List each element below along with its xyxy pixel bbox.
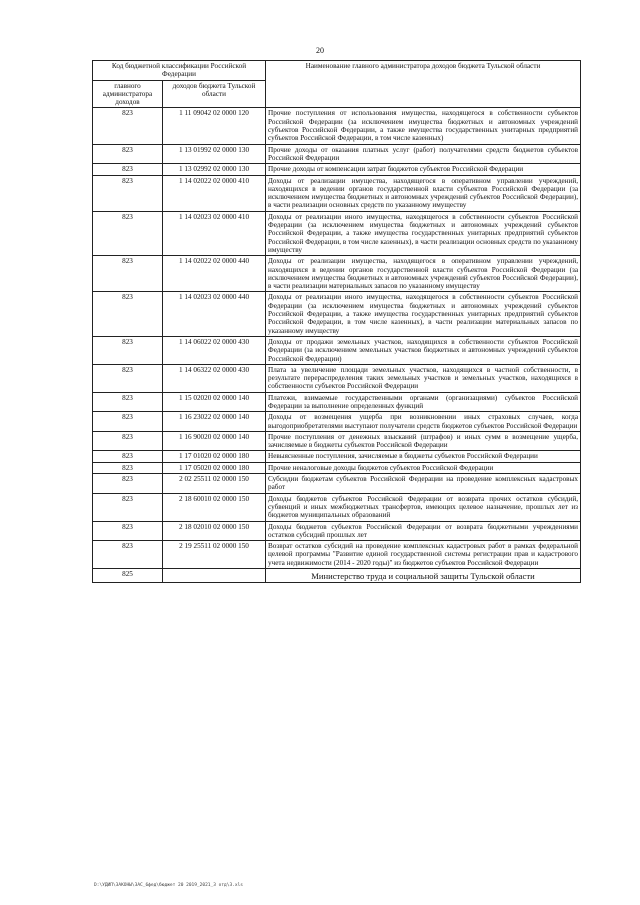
revenue-name-cell: Прочие поступления от использования имущества, находящегося в собственности субъектов Российской Федерации (за исключением имущества бюджетных и автономных учреждений субъектов Российской Федерации, а также имущества государственных унитарных предприятий субъектов Российской Федерации, в том числе казенных) bbox=[266, 108, 581, 144]
admin-code-cell: 823 bbox=[93, 412, 163, 432]
admin-code-cell: 823 bbox=[93, 256, 163, 292]
admin-code-cell: 823 bbox=[93, 521, 163, 541]
revenue-code-cell: 1 15 02020 02 0000 140 bbox=[163, 392, 266, 412]
revenue-name-cell: Невыясненные поступления, зачисляемые в бюджеты субъектов Российской Федерации bbox=[266, 451, 581, 462]
revenue-name-cell: Прочие доходы от оказания платных услуг (работ) получателями средств бюджетов субъектов Российской Федерации bbox=[266, 144, 581, 164]
admin-code-cell: 823 bbox=[93, 392, 163, 412]
revenue-code-cell: 1 13 02992 02 0000 130 bbox=[163, 164, 266, 175]
admin-code-cell: 823 bbox=[93, 474, 163, 494]
header-group-cell: Код бюджетной классификации Российской Федерации bbox=[93, 61, 266, 81]
revenue-name-cell: Плата за увеличение площади земельных участков, находящихся в частной собственности, в результате перераспределения таких земельных участков и земельных участков, находящихся в собственности субъектов Российской Федерации bbox=[266, 364, 581, 392]
admin-code-cell: 823 bbox=[93, 164, 163, 175]
revenue-name-cell: Доходы от реализации имущества, находящегося в оперативном управлении учреждений, находящихся в ведении органов государственной власти субъектов Российской Федерации (за исключением имущества бюджетных и автономных учреждений субъектов Российской Федерации), в части реализации основных средств по указанному имуществу bbox=[266, 175, 581, 211]
header-code-cell: доходов бюджета Тульской области bbox=[163, 80, 266, 108]
table-row bbox=[93, 164, 581, 175]
admin-code-cell: 823 bbox=[93, 175, 163, 211]
table-row bbox=[93, 292, 581, 336]
revenue-code-cell: 1 13 01992 02 0000 130 bbox=[163, 144, 266, 164]
revenue-name-cell: Доходы от реализации имущества, находящегося в оперативном управлении учреждений, находящихся в ведении органов государственной власти субъектов Российской Федерации (за исключением имущества бюджетных и автономных учреждений субъектов Российской Федерации), в части реализации материальных запасов по указанному имуществу bbox=[266, 256, 581, 292]
revenue-code-cell: 2 02 25511 02 0000 150 bbox=[163, 474, 266, 494]
admin-code-cell: 823 bbox=[93, 462, 163, 473]
revenue-name-cell: Прочие неналоговые доходы бюджетов субъектов Российской Федерации bbox=[266, 462, 581, 473]
revenue-name-cell: Платежи, взимаемые государственными органами (организациями) субъектов Российской Федерации за выполнение определенных функций bbox=[266, 392, 581, 412]
revenue-name-cell: Доходы бюджетов субъектов Российской Федерации от возврата бюджетными учреждениями остатков субсидий прошлых лет bbox=[266, 521, 581, 541]
admin-code-cell: 823 bbox=[93, 364, 163, 392]
table-row bbox=[93, 364, 581, 392]
admin-code-cell: 823 bbox=[93, 144, 163, 164]
section-row bbox=[93, 569, 581, 583]
table-row bbox=[93, 144, 581, 164]
revenue-code-cell: 1 17 05020 02 0000 180 bbox=[163, 462, 266, 473]
table-row bbox=[93, 256, 581, 292]
revenue-code-cell: 1 14 02022 02 0000 410 bbox=[163, 175, 266, 211]
revenue-name-cell: Возврат остатков субсидий на проведение комплексных кадастровых работ в рамках федеральной целевой программы "Развитие единой государственной системы регистрации прав и кадастрового учета недвижимости (2014 - 2020 годы)" из бюджетов субъектов Российской Федерации bbox=[266, 541, 581, 569]
table-row bbox=[93, 392, 581, 412]
admin-code-cell: 823 bbox=[93, 541, 163, 569]
revenue-name-cell: Доходы от реализации иного имущества, находящегося в собственности субъектов Российской Федерации (за исключением имущества бюджетных и автономных учреждений субъектов Российской Федерации, а также имущества государственных унитарных предприятий субъектов Российской Федерации, в том числе казенных), в части реализации основных средств по указанному имуществу bbox=[266, 211, 581, 255]
revenue-name-cell: Доходы от продажи земельных участков, находящихся в собственности субъектов Российской Федерации (за исключением земельных участков бюджетных и автономных учреждений субъектов Российской Федерации) bbox=[266, 336, 581, 364]
revenue-name-cell: Доходы от реализации иного имущества, находящегося в собственности субъектов Российской Федерации (за исключением имущества бюджетных и автономных учреждений субъектов Российской Федерации, а также имущества государственных унитарных предприятий субъектов Российской Федерации, в том числе казенных), в части реализации материальных запасов по указанному имуществу bbox=[266, 292, 581, 336]
admin-code-cell: 823 bbox=[93, 108, 163, 144]
revenue-code-cell: 1 14 02023 02 0000 410 bbox=[163, 211, 266, 255]
table-row bbox=[93, 412, 581, 432]
table-body bbox=[93, 108, 581, 583]
revenue-code-cell: 1 14 06022 02 0000 430 bbox=[163, 336, 266, 364]
table-row bbox=[93, 521, 581, 541]
table-row bbox=[93, 336, 581, 364]
admin-code-cell: 825 bbox=[93, 569, 163, 583]
table-row bbox=[93, 175, 581, 211]
section-title-cell: Министерство труда и социальной защиты Тульской области bbox=[266, 569, 581, 583]
admin-code-cell: 823 bbox=[93, 336, 163, 364]
revenue-code-cell: 2 19 25511 02 0000 150 bbox=[163, 541, 266, 569]
revenue-code-cell: 1 11 09042 02 0000 120 bbox=[163, 108, 266, 144]
budget-classification-table bbox=[92, 60, 581, 583]
header-name-cell: Наименование главного администратора доходов бюджета Тульской области bbox=[266, 61, 581, 108]
table-row bbox=[93, 462, 581, 473]
table-row bbox=[93, 474, 581, 494]
header-row-group bbox=[93, 61, 581, 81]
table-row bbox=[93, 541, 581, 569]
revenue-code-cell: 2 18 02010 02 0000 150 bbox=[163, 521, 266, 541]
revenue-name-cell: Доходы от возмещения ущерба при возникновении иных страховых случаев, когда выгодоприобретателями выступают получатели средств бюджетов субъектов Российской Федерации bbox=[266, 412, 581, 432]
revenue-name-cell: Прочие поступления от денежных взысканий (штрафов) и иных сумм в возмещение ущерба, зачисляемые в бюджеты субъектов Российской Федерации bbox=[266, 431, 581, 451]
revenue-code-cell: 1 14 06322 02 0000 430 bbox=[163, 364, 266, 392]
table-row bbox=[93, 108, 581, 144]
revenue-name-cell: Доходы бюджетов субъектов Российской Федерации от возврата прочих остатков субсидий, субвенций и иных межбюджетных трансфертов, имеющих целевое назначение, прошлых лет из бюджетов муниципальных образований bbox=[266, 493, 581, 521]
admin-code-cell: 823 bbox=[93, 451, 163, 462]
admin-code-cell: 823 bbox=[93, 211, 163, 255]
revenue-code-cell: 1 16 90020 02 0000 140 bbox=[163, 431, 266, 451]
table-row bbox=[93, 211, 581, 255]
revenue-code-cell: 1 14 02023 02 0000 440 bbox=[163, 292, 266, 336]
revenue-code-cell: 1 17 01020 02 0000 180 bbox=[163, 451, 266, 462]
file-path-footer: D:\УДИП\ЗАКОНЫ\ЗАС_6фед\бюджет 20 2019_2021_3 отд\3.xls bbox=[94, 883, 244, 888]
revenue-code-cell bbox=[163, 569, 266, 583]
page-number: 20 bbox=[316, 46, 324, 55]
table-row bbox=[93, 431, 581, 451]
table-row bbox=[93, 451, 581, 462]
admin-code-cell: 823 bbox=[93, 292, 163, 336]
header-admin-cell: главного администратора доходов bbox=[93, 80, 163, 108]
table-row bbox=[93, 493, 581, 521]
admin-code-cell: 823 bbox=[93, 493, 163, 521]
revenue-code-cell: 1 16 23022 02 0000 140 bbox=[163, 412, 266, 432]
admin-code-cell: 823 bbox=[93, 431, 163, 451]
revenue-code-cell: 1 14 02022 02 0000 440 bbox=[163, 256, 266, 292]
revenue-code-cell: 2 18 60010 02 0000 150 bbox=[163, 493, 266, 521]
revenue-name-cell: Прочие доходы от компенсации затрат бюджетов субъектов Российской Федерации bbox=[266, 164, 581, 175]
revenue-name-cell: Субсидии бюджетам субъектов Российской Федерации на проведение комплексных кадастровых работ bbox=[266, 474, 581, 494]
